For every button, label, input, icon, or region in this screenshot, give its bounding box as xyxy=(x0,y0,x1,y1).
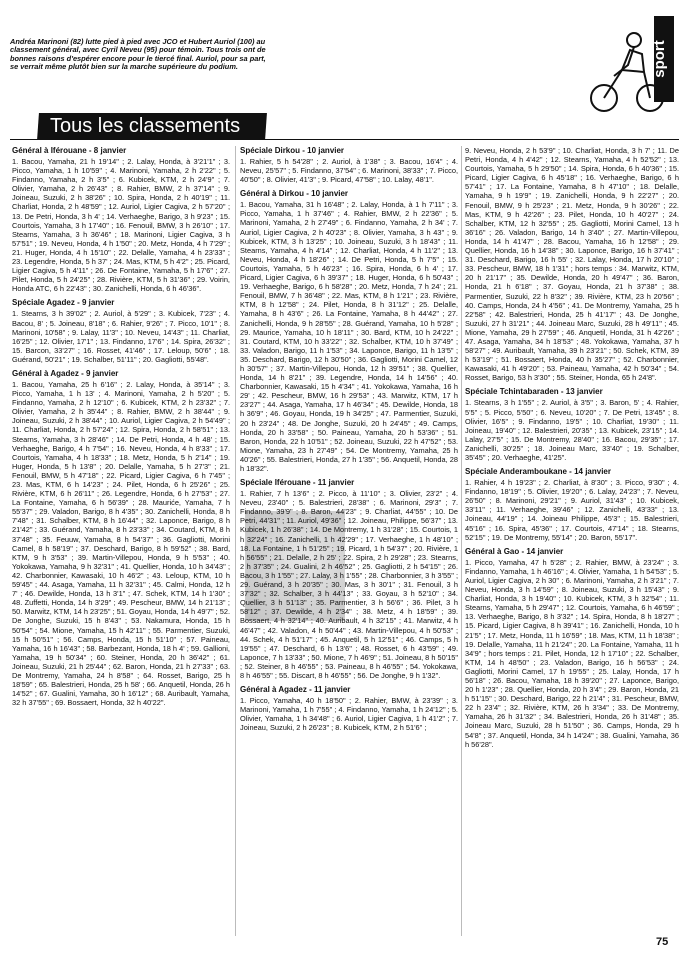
section-results: 1. Rahier, 7 h 13'6" ; 2. Picco, à 11'10" ; 3. Olivier, 23'2" ; 4. Neveu, 23'40" ; 5. Balestrieri, 28'38" ; 6. Marinoni, 29'3" ; 7. Findanno, 39'9" ; 8. Baron, 44'23" ; 9. Charliat, 44'55" ; 10. De Petri, 44'31" ; 11. Auriol, 49'36" ; 12. Joineau, Philippe, 56'37" ; 13. Kubicek, 1 h 26'38" ; 14. De Montremy, 1 h 31'28" ; 15. Courtois, 1 h 32'24" ; 16. Zanichelli, 1 h 42'29" ; 17. Verhaeghe, 1 h 48'10" ; 18. La Fontaine, 1 h 51'25" ; 19. Picard, 1 h 54'37" ; 20. Rivière, 1 h 56'55" ; 21. Delalle, 2 h 25' ; 22. Spira, 2 h 29'28" ; 23. Stearns, 2 h 37'35" ; 24. Gualini, 2 h 46'52" ; 25. Gagliotti, 2 h 54'15" ; 26. Bacou, 3 h 1'55" ; 27. Lalay, 3 h 1'55" ; 28. Charbonnier, 3 h 3'55" ; 29. Guérand, 3 h 20'35" ; 30. Mas, 3 h 30'1" ; 31. Fenouil, 3 h 37'32" ; 32. Schalber, 3 h 44'13" ; 33. Goyau, 3 h 52'10" ; 34. Quellier, 3 h 51'13" ; 35. Parmentier, 3 h 56'6" ; 36. Pilet, 3 h 58'12" ; 37. Dewilde, 4 h 2'34" ; 38. Metz, 4 h 18'59" ; 39. Bossaert, 4 h 32'14" ; 40. Auribault, 4 h 32'15" ; 41. Marwitz, 4 h 46'47" ; 42. Valadon, 4 h 50'44" ; 43. Martin-Villepou, 4 h 50'53" ; 44. Schek, 4 h 51'17" ; 45. Anquetil, 5 h 12'51" ; 46. Camps, 5 h 19'55" ; 47. Deschard, 6 h 13'6" ; 48. Rosset, 6 h 43'59" ; 49. Laponce, 7 h 13'33" ; 50. Mione, 7 h 46'9" ; 51. Joineau, 8 h 50'15" ; 52. Steiner, 8 h 46'55" ; 53. Paineau, 8 h 46'55" ; 54. Yokokawa, 8 h 46'55" ; 55. Discart, 8 h 46'55" ; 56. De Jonghe, 9 h 1'32". xyxy=(240,489,458,680)
results-column-2 xyxy=(240,146,458,946)
section-results: 9. Neveu, Honda, 2 h 53'9" ; 10. Charliat, Honda, 3 h 7' ; 11. De Petri, Honda, 4 h 4'42" ; 12. Stearns, Yamaha, 4 h 52'52" ; 13. Courtois, Yamaha, 5 h 29'50" ; 14. Spira, Honda, 6 h 40'36" ; 15. Picard, Ligier Cagiva, 6 h 45'18" ; 16. Verhaeghe, Barigo, 6 h 57'41" ; 17. La Fontaine, Yamaha, 8 h 47'10" ; 18. Delalle, Yamaha, 9 h 19'9" ; 19. Zanichelli, Honda, 9 h 22'27" ; 20. Fenouil, BMW, 9 h 25'23" ; 21. Metz, Honda, 9 h 30'26" ; 22. Mas, KTM, 9 h 42'26" ; 23. Pilet, Honda, 10 h 40'27" ; 24. Schalber, KTM, 12 h 32'55" ; 25. Gagliotti, Morini Camel, 13 h 36'16" ; 26. Valadon, Barigo, 14 h 3'40" ; 27. Martin-Villepou, Honda, 14 h 41'47" ; 28. Bacou, Yamaha, 16 h 12'58" ; 29. Quellier, Honda, 16 h 14'38" ; 30. Laponce, Barigo, 16 h 37'41" ; 31. Deschard, Barigo, 16 h 55' ; 32. Lalay, Honda, 17 h 20'10" ; 33. Pescheur, BMW, 18 h 1'31" ; hors temps : 34. Marwitz, KTM, 20 h 21'17" ; 35. Dewilde, Honda, 20 h 49'47" ; 36. Baron, Honda, 21 h 6'18" ; 37. Goyau, Honda, 21 h 37'38" ; 38. Parmentier, Suzuki, 22 h 8'32" ; 39. Rivière, KTM, 23 h 20'56" ; 40. Camps, Honda, 24 h 4'56" ; 41. De Montremy, Yamaha, 25 h 22'58" ; 42. Balestrieri, Honda, 25 h 41'17" ; 43. De Jonghe, Suzuki, 27 h 31'21" ; 44. Joineau Marc, Suzuki, 28 h 49'11" ; 45. Mione, Yamaha, 29 h 27'59" ; 46. Anquetil, Honda, 31 h 42'26" ; 47. Asaga, Yamaha, 34 h 18'53" ; 48. Yokokawa, Yamaha, 37 h 58'27" ; 49. Auribault, Yamaha, 39 h 23'21" ; 50. Schek, KTM, 39 h 53'19" ; 51. Bossaert, Honda, 40 h 35'27" ; 52. Charbonnier, Kawasaki, 41 h 49'20" ; 53. Paineau, Yamaha, 42 h 50'34" ; 54. Rosset, Barigo, 53 h 3'30" ; 55. Steiner, Honda, 65 h 24'8". xyxy=(465,146,679,383)
section-results: 1. Stearns, 3 h 1'55" ; 2. Auriol, à 3'5" ; 3. Baron, 5' ; 4. Rahier, 5'5" ; 5. Picco, 5'50" ; 6. Neveu, 10'20" ; 7. De Petri, 13'45" ; 8. Olivier, 16'5" ; 9. Findanno, 19'5" ; 10. Charliat, 19'30" ; 11. Joineau, 19'40" ; 12. Balestrieri, 20'35" ; 13. Kubicek, 23'15" ; 14. Lalay, 27'5" ; 15. De Montremy, 28'40" ; 16. Bacou, 29'35" ; 17. Zanichelli, 30'25" ; 18. Joineau Marc, 33'40" ; 19. Schalber, 35'45" ; 20. Verhaeghe, 41'25". xyxy=(465,398,679,462)
title-rule xyxy=(10,139,679,140)
results-column-3 xyxy=(465,146,679,946)
section-results: 1. Bacou, Yamaha, 21 h 19'14" ; 2. Lalay, Honda, à 3'21'1" ; 3. Picco, Yamaha, 1 h 10'59" ; 4. Marinoni, Yamaha, 2 h 2'22" ; 5. Findanno, Yamaha, 2 h 3'5" ; 6. Kubicek, KTM, 2 h 24'9" ; 7. Olivier, Yamaha, 2 h 26'43" ; 8. Rahier, BMW, 2 h 37'14" ; 9. Joineau, Suzuki, 2 h 38'26" ; 10. Spira, Honda, 2 h 40'19" ; 11. Charliat, Honda, 2 h 48'59" ; 12. Auriol, Ligier Cagiva, 2 h 57'20" ; 13. De Petri, Honda, 3 h 4' ; 14. Verhaeghe, Barigo, 3 h 9'23" ; 15. Courtois, Yamaha, 3 h 17'40" ; 16. Fenouil, BMW, 3 h 26'10" ; 17. Stearns, Yamaha, 3 h 36'46" ; 18. Marinoni, Ligier Cagiva, 3 h 57'51" ; 19. Neveu, Honda, 4 h 1'50" ; 20. Metz, Honda, 4 h 7'29" ; 21. Huger, Honda, 4 h 15'10" ; 22. Delalle, Yamaha, 4 h 23'33" ; 23. Legendre, Honda, 5 h 37' ; 24. Mas, KTM, 5 h 4'2" ; 25. Picard, Ligier Cagiva, 5 h 4'11" ; 26. De Fontaine, Yamaha, 5 h 17'6" ; 27. Pilet, Honda, 5 h 24'25" ; 28. Rivière, KTM, 5 h 31'36" ; 29. Voirin, Honda ATC, 6 h 22'43" ; 30. Zanichelli, Honda, 6 h 46'36". xyxy=(12,157,230,294)
section-heading: Spéciale Dirkou - 10 janvier xyxy=(240,146,345,155)
section-results: 1. Rahier, 4 h 19'23" ; 2. Charliat, à 8'30" ; 3. Picco, 9'30" ; 4. Findanno, 18'19" ; 5. Olivier, 19'20" ; 6. Lalay, 24'23" ; 7. Neveu, 26'50" ; 8. Marinoni, 29'21" ; 9. Auriol, 31'43" ; 10. Kubicek, 33'11" ; 11. Verhaeghe, 39'46" ; 12. Zanichelli, 43'33" ; 13. Joineau, 44'19" ; 14. Joineau Philippe, 45'3" ; 15. Balestrieri, 45'16" ; 16. Spira, 45'36" ; 17. Courtois, 47'14" ; 18. Stearns, 52'15" ; 19. De Montremy, 55'14" ; 20. Baron, 55'17". xyxy=(465,478,679,542)
section-heading: Général à Dirkou - 10 janvier xyxy=(240,189,349,199)
section-heading: Général à Gao - 14 janvier xyxy=(465,546,564,556)
section-title: Tous les classements xyxy=(50,115,241,137)
section-heading: Général à Iférouane - 8 janvier xyxy=(12,146,127,155)
section-results: 1. Rahier, 5 h 54'28" ; 2. Auriol, à 1'38" ; 3. Bacou, 16'4" ; 4. Neveu, 25'57" ; 5. Findanno, 37'54" ; 6. Marinoni, 38'33" ; 7. Picco, 40'50" ; 8. Olivier, 41'3" ; 9. Picard, 47'58" ; 10. Lalay, 48'1". xyxy=(240,157,458,185)
section-results: 1. Bacou, Yamaha, 25 h 6'16" ; 2. Lalay, Honda, à 35'14" ; 3. Picco, Yamaha, 1 h 13' ; 4. Marinoni, Yamaha, 2 h 5'20" ; 5. Findanno, Yamaha, 2 h 12'10" ; 6. Kubicek, KTM, 2 h 23'32" ; 7. Olivier, Yamaha, 2 h 35'44" ; 8. Rahier, BMW, 2 h 38'44" ; 9. Joineau, Suzuki, 2 h 38'44" ; 10. Auriol, Ligier Cagiva, 2 h 54'49" ; 11. Charliat, Honda, 2 h 57'24" ; 12. Spira, Honda, 2 h 58'51" ; 13. Stearns, Yamaha, 3 h 28'46" ; 14. De Petri, Honda, 4 h 48' ; 15. Verhaeghe, Barigo, 4 h 7'54" ; 16. Neveu, Honda, 4 h 8'33" ; 17. Courtois, Yamaha, 4 h 18'33" ; 18. Metz, Honda, 5 h 2'14" ; 19. Huger, Honda, 5 h 13'8" ; 20. Delalle, Yamaha, 5 h 27'3" ; 21. Fenouil, BMW, 5 h 47'18" ; 22. Picard, Ligier Cagiva, 6 h 7'45" ; 23. Mas, KTM, 6 h 14'23" ; 24. Pilet, Honda, 6 h 25'26" ; 25. Rivière, KTM, 6 h 26'11" ; 26. Legendre, Honda, 6 h 27'53" ; 27. La Fontaine, Yamaha, 6 h 56'39" ; 28. Mauriće, Yamaha, 7 h 55'37" ; 29. Valadon, Barigo, 8 h 4'35" ; 30. Zanichelli, Honda, 8 h 7'48" ; 31. Schalber, KTM, 8 h 16'44" ; 32. Laponce, Barigo, 8 h 21'42" ; 33. Guérand, Yamaha, 8 h 23'33" ; 34. Coutard, KTM, 8 h 37'48" ; 35. Feuuw, Yamaha, 8 h 54'37" ; 36. Gagliotti, Morini Camel, 8 h 58'19" ; 37. Deschard, Barigo, 8 h 59'52" ; 38. Bard, KTM, 9 h 3'53" ; 39. Martin-Villepou, Honda, 9 h 5'53" ; 40. Yokokawa, Yamaha, 9 h 32'31" ; 41. Quellier, Honda, 10 h 34'43" ; 42. Charbonnier, Kawasaki, 10 h 46'2" ; 43. Leloup, KTM, 10 h 59'45" ; 44. Asaga, Yamaha, 11 h 32'31" ; 45. Calmi, Honda, 12 h 7' ; 46. Dewilde, Honda, 13 h 3'1" ; 47. Schek, KTM, 14 h 1'30" ; 48. Zuffetti, Honda, 14 h 3'29" ; 49. Pescheur, BMW, 14 h 21'13" ; 50. Marwitz, KTM, 14 h 23'25" ; 51. Goyau, Honda, 14 h 49'7" ; 52. De Jonghe, Suzuki, 15 h 8'43" ; 53. Nakamura, Honda, 15 h 50'54" ; 54. Mione, Yamaha, 15 h 42'11" ; 55. Parmentier, Suzuki, 15 h 50'51" ; 56. Camps, Honda, 15 h 51'10" ; 57. Paineau, Yamaha, 16 h 16'43" ; 58. Barbezant, Honda, 18 h 4' ; 59. Gallioni, Yamaha, 19 h 50'34" ; 60. Steiner, Honda, 20 h 36'42" ; 61. Joineau, Suzuki, 21 h 25'44" ; 62. Baron, Honda, 21 h 27'33" ; 63. De Montremy, Yamaha, 24 h 8'58" ; 64. Rosset, Barigo, 25 h 18'59" ; 65. Balestrieri, Honda, 25 h 58' ; 66. Anquetil, Honda, 26 h 14'52" ; 67. Gualini, Yamaha, 30 h 16'12" ; 68. Auribault, Yamaha, 32 h 37'55" ; 69. Bossaert, Honda, 32 h 40'22". xyxy=(12,379,230,708)
column-divider xyxy=(461,146,462,936)
section-results: 1. Bacou, Yamaha, 31 h 16'48" ; 2. Lalay, Honda, à 1 h 7'11" ; 3. Picco, Yamaha, 1 h 37'46" ; 4. Rahier, BMW, 2 h 22'36" ; 5. Marinoni, Yamaha, 2 h 27'49" ; 6. Findanno, Yamaha, 2 h 34' ; 7. Auriol, Ligier Cagiva, 2 h 40'23" ; 8. Olivier, Yamaha, 3 h 43'' ; 9. Kubicek, KTM, 3 h 13'25" ; 10. Joineau, Suzuki, 3 h 18'43" ; 11. Stearns, Yamaha, 4 h 4'14" ; 12. Charliat, Honda, 4 h 11'2" ; 13. Neveu, Honda, 4 h 18'26" ; 14. De Petri, Honda, 5 h 7'5" ; 15. Courtois, Yamaha, 5 h 46'23" ; 16. Spira, Honda, 6 h 4' ; 17. Picard, Ligier Cagiva, 6 h 39'37" ; 18. Huger, Honda, 6 h 50'43" ; 19. Verhaeghe, Barigo, 6 h 58'28" ; 20. Metz, Honda, 7 h 24' ; 21. Fenouil, BMW, 7 h 36'48" ; 22. Mas, KTM, 8 h 1'21" ; 23. Rivière, KTM, 8 h 12'58" ; 24. Pilet, Honda, 8 h 31'12" ; 25. Delalle, Yamaha, 8 h 43'6" ; 26. La Fontaine, Yamaha, 8 h 44'42" ; 27. Zanichelli, Honda, 9 h 28'55" ; 28. Guérand, Yamaha, 10 h 5'28" ; 29. Maurice, Yamaha, 10 h 18'11" ; 30. Bard, KTM, 10 h 24'22" ; 31. Coutard, KTM, 10 h 33'22" ; 32. Schalber, KTM, 10 h 37'49" ; 33. Valadon, Barigo, 11 h 1'53" ; 34. Laponce, Barigo, 11 h 13'5" ; 35. Deschard, Barigo, 12 h 30'50" ; 36. Gagliotti, Morini Camel, 12 h 30'57" ; 37. Martin-Villepou, Honda, 12 h 39'51" ; 38. Quellier, Honda, 14 h 8'21" ; 39. Legendre, Honda, 14 h 14'56" ; 40. Charbonnier, Kawasaki, 15 h 4'34" ; 41. Yokokawa, Yamaha, 16 h 29' ; 42. Pescheur, BMW, 16 h 29'53" ; 43. Marwitz, KTM, 17 h 23'27" ; 44. Asaga, Yamaha, 17 h 46'34" ; 45. Dewilde, Honda, 18 h 36'9" ; 46. Goyau, Honda, 19 h 34'25" ; 47. Parmentier, Suzuki, 20 h 23'24" ; 48. De Jonghe, Suzuki, 20 h 24'45" ; 49. Camps, Honda, 20 h 33'58" ; 50. Paineau, Yamaha, 20 h 53'36" ; 51. Baron, Honda, 22 h 10'51" ; 52. Joineau, Suzuki, 22 h 47'52" ; 53. Mione, Yamaha, 23 h 27'49" ; 54. De Montremy, Yamaha, 25 h 40'26" ; 55. Balestrieri, Honda, 27 h 1'35" ; 56. Anquetil, Honda, 28 h 18'32". xyxy=(240,200,458,473)
results-column-1 xyxy=(12,146,230,946)
section-results: 1. Stearns, 3 h 39'02" ; 2. Auriol, à 5'29" ; 3. Kubicek, 7'23" ; 4. Bacou, 8' ; 5. Joineau, 8'18" ; 6. Rahier, 9'26" ; 7. Picco, 10'1" ; 8. Marinoni, 10'58" ; 9. Lalay, 11'3" ; 10. Neveu, 14'43" ; 11. Charliat, 16'25" ; 12. Olivier, 17'1" ; 13. Findanno, 17'6" ; 14. Spira, 26'32" ; 15. Barcon, 33'27" ; 16. Rosset, 41'46" ; 17. Leloup, 50'6" ; 18. Guérand, 50'21" ; 19. Schalber, 51'11" ; 20. Gagliotti, 55'48". xyxy=(12,309,230,364)
section-heading: Spéciale Agadez - 9 janvier xyxy=(12,298,115,308)
section-title-banner xyxy=(37,113,267,140)
section-heading: Général à Agadez - 9 janvier xyxy=(12,368,119,378)
section-heading: Spéciale Iférouane - 11 janvier xyxy=(240,478,355,488)
photo-caption: Andréa Marinoni (82) lutte pied à pied avec JCO et Hubert Auriol (100) au classement général, avec Cyril Neveu (95) pour témoin. Tous trois ont de bonnes raisons d'espérer encore pour le tiercé final. Auriol, pour sa part, se verrait même plutôt bien sur la marche supérieure du podium. xyxy=(10,37,266,71)
sport-badge xyxy=(584,10,676,128)
page-number: 75 xyxy=(656,936,669,948)
section-heading: Spéciale Anderamboukane - 14 janvier xyxy=(465,467,611,477)
section-heading: Général à Agadez - 11 janvier xyxy=(240,685,351,695)
sport-badge-label: sport xyxy=(651,40,668,78)
section-results: 1. Picco, Yamaha, 47 h 5'28" ; 2. Rahier, BMW, à 23'24" ; 3. Findanno, Yamaha, 1 h 46'16" ; 4. Olivier, Yamaha, 1 h 54'53" ; 5. Auriol, Ligier Cagiva, 2 h 30'' ; 6. Marinoni, Yamaha, 2 h 3'21" ; 7. Neveu, Honda, 3 h 14'59" ; 8. Joineau, Suzuki, 3 h 15'43" ; 9. Charliat, Honda, 3 h 19'40" ; 10. Kubicek, KTM, 3 h 32'54" ; 11. Stearns, Yamaha, 5 h 29'47" ; 12. Courtois, Yamaha, 6 h 46'59" ; 13. Verhaeghe, Barigo, 8 h 3'32" ; 14. Spira, Honda, 8 h 18'27" ; 15. Picard, Ligier Cagiva, 8 h 39'41" ; 16. Zanichelli, Honda, 10 h 21'5" ; 17. Metz, Honda, 11 h 16'59" ; 18. Mas, KTM, 11 h 18'38" ; 19. Delalle, Yamaha, 11 h 21'24" ; 20. La Fontaine, Yamaha, 11 h 34'9" ; hors temps : 21. Pilet, Honda, 12 h 17'10" ; 22. Schalber, KTM, 14 h 48'50" ; 23. Valadon, Barigo, 16 h 56'53" ; 24. Gagliotti, Morini Camel, 17 h 19'55" ; 25. Lalay, Honda, 17 h 56'18" ; 26. Bacou, Yamaha, 18 h 39'20" ; 27. Laponce, Barigo, 20 h 1'23" ; 28. Quellier, Honda, 20 h 3'4" ; 29. Baron, Honda, 21 h 51'15" ; 30. Deschard, Barigo, 22 h 21'4" ; 31. Pescheur, BMW, 22 h 23'4" ; 32. Rivière, KTM, 26 h 3'34" ; 33. De Montremy, Yamaha, 26 h 31'32" ; 34. Balestrieri, Honda, 26 h 31'48" ; 35. Joineau Marc, Suzuki, 28 h 51'50" ; 36. Camps, Honda, 29 h 54'8" ; 37. Anquetil, Honda, 34 h 14'24" ; 38. Gualini, Yamaha, 36 h 56'28". xyxy=(465,557,679,749)
section-results: 1. Picco, Yamaha, 40 h 18'50" ; 2. Rahier, BMW, à 23'39" ; 3. Marinoni, Yamaha, 1 h 7'55" ; 4. Findanno, Yamaha, 1 h 24'12" ; 5. Olivier, Yamaha, 1 h 34'48" ; 6. Auriol, Ligier Cagiva, 1 h 41'2" ; 7. Joineau, Suzuki, 2 h 26'23" ; 8. Kubicek, KTM, 2 h 51'6" ; xyxy=(240,696,458,733)
column-divider xyxy=(235,146,236,936)
section-heading: Spéciale Tchintabaraden - 13 janvier xyxy=(465,387,603,397)
